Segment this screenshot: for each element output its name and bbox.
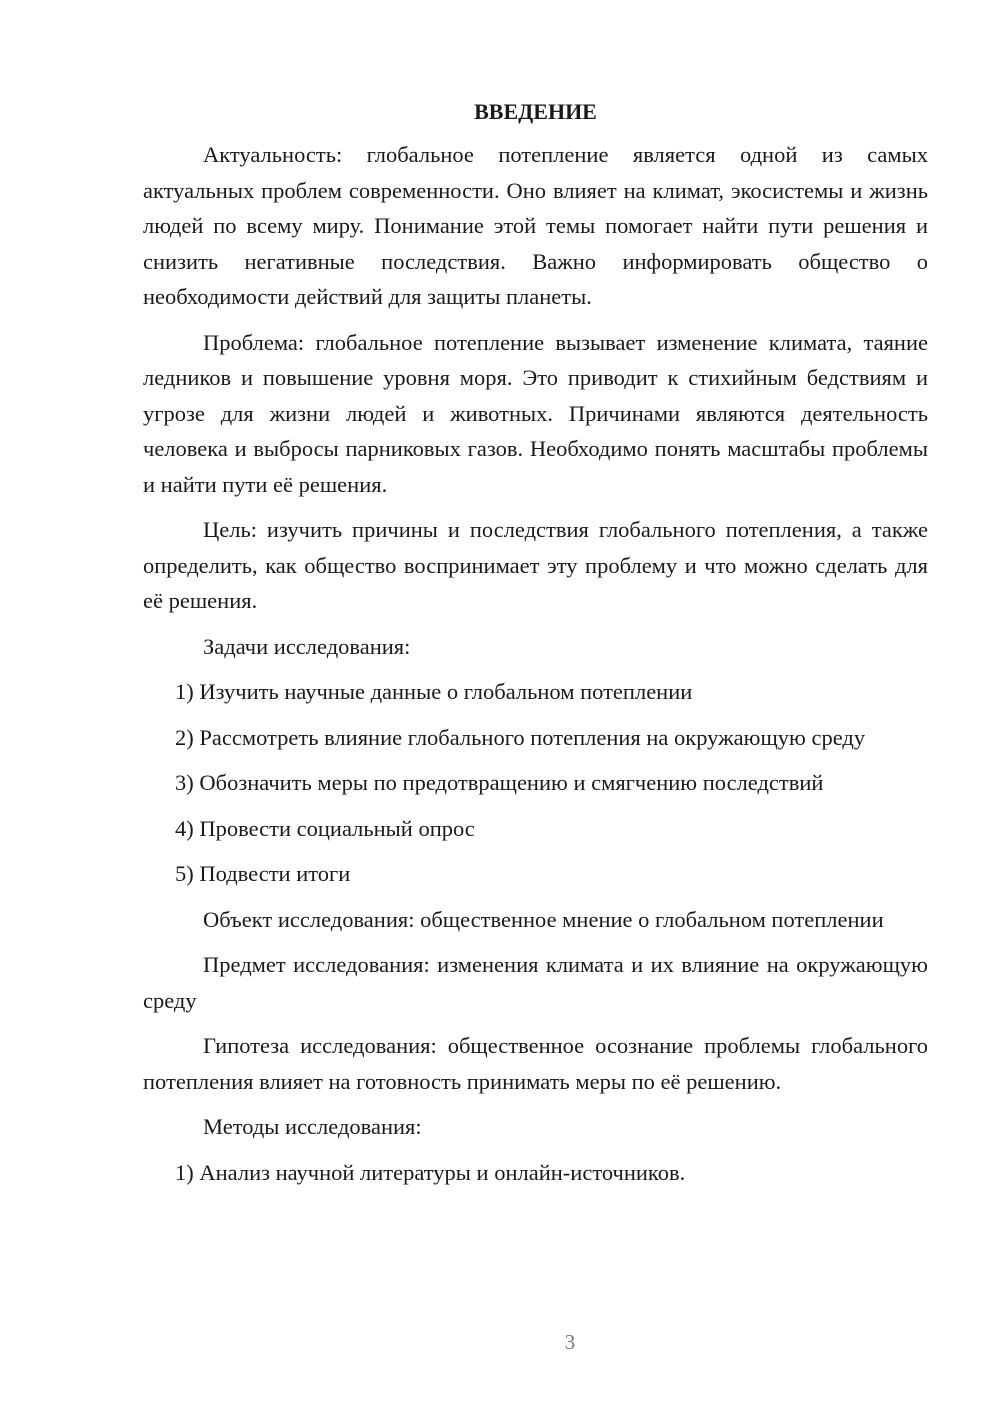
task-item: 4) Провести социальный опрос xyxy=(175,815,475,841)
problem-paragraph: Проблема: глобальное потепление вызывает изменение климата, таяние ледников и повышение уровня моря. Это приводит к стихийным бедствиям и угрозе для жизни людей и животных. Причинами являются деятельность человека и выбросы парниковых газов. Необходимо понять масштабы проблемы и найти пути её решения. xyxy=(143,329,928,497)
relevance-paragraph: Актуальность: глобальное потепление является одной из самых актуальных проблем современности. Оно влияет на климат, экосистемы и жизнь людей по всему миру. Понимание этой темы помогает найти пути решения и снизить негативные последствия. Важно информировать общество о необходимости действий для защиты планеты. xyxy=(143,142,928,309)
method-item: 1) Анализ научной литературы и онлайн-источников. xyxy=(175,1159,686,1185)
task-item: 5) Подвести итоги xyxy=(175,861,351,886)
goal-paragraph: Цель: изучить причины и последствия глобального потепления, а также определить, как общество воспринимает эту проблему и что можно сделать для её решения. xyxy=(143,517,928,613)
methods-heading: Методы исследования: xyxy=(203,1114,422,1139)
task-item: 1) Изучить научные данные о глобальном потеплении xyxy=(175,679,693,704)
hypothesis-paragraph: Гипотеза исследования: общественное осознание проблемы глобального потепления влияет на готовность принимать меры по её решению. xyxy=(143,1033,928,1094)
object-paragraph: Объект исследования: общественное мнение о глобальном потеплении xyxy=(203,906,884,932)
task-item: 2) Рассмотреть влияние глобального потепления на окружающую среду xyxy=(175,724,866,750)
tasks-heading: Задачи исследования: xyxy=(203,633,411,659)
subject-paragraph: Предмет исследования: изменения климата и их влияние на окружающую среду xyxy=(143,952,928,1013)
page-number: 3 xyxy=(564,1330,576,1354)
task-item: 3) Обозначить меры по предотвращению и смягчению последствий xyxy=(175,770,824,795)
page-title: ВВЕДЕНИЕ xyxy=(474,99,597,124)
page-content xyxy=(143,97,928,1200)
